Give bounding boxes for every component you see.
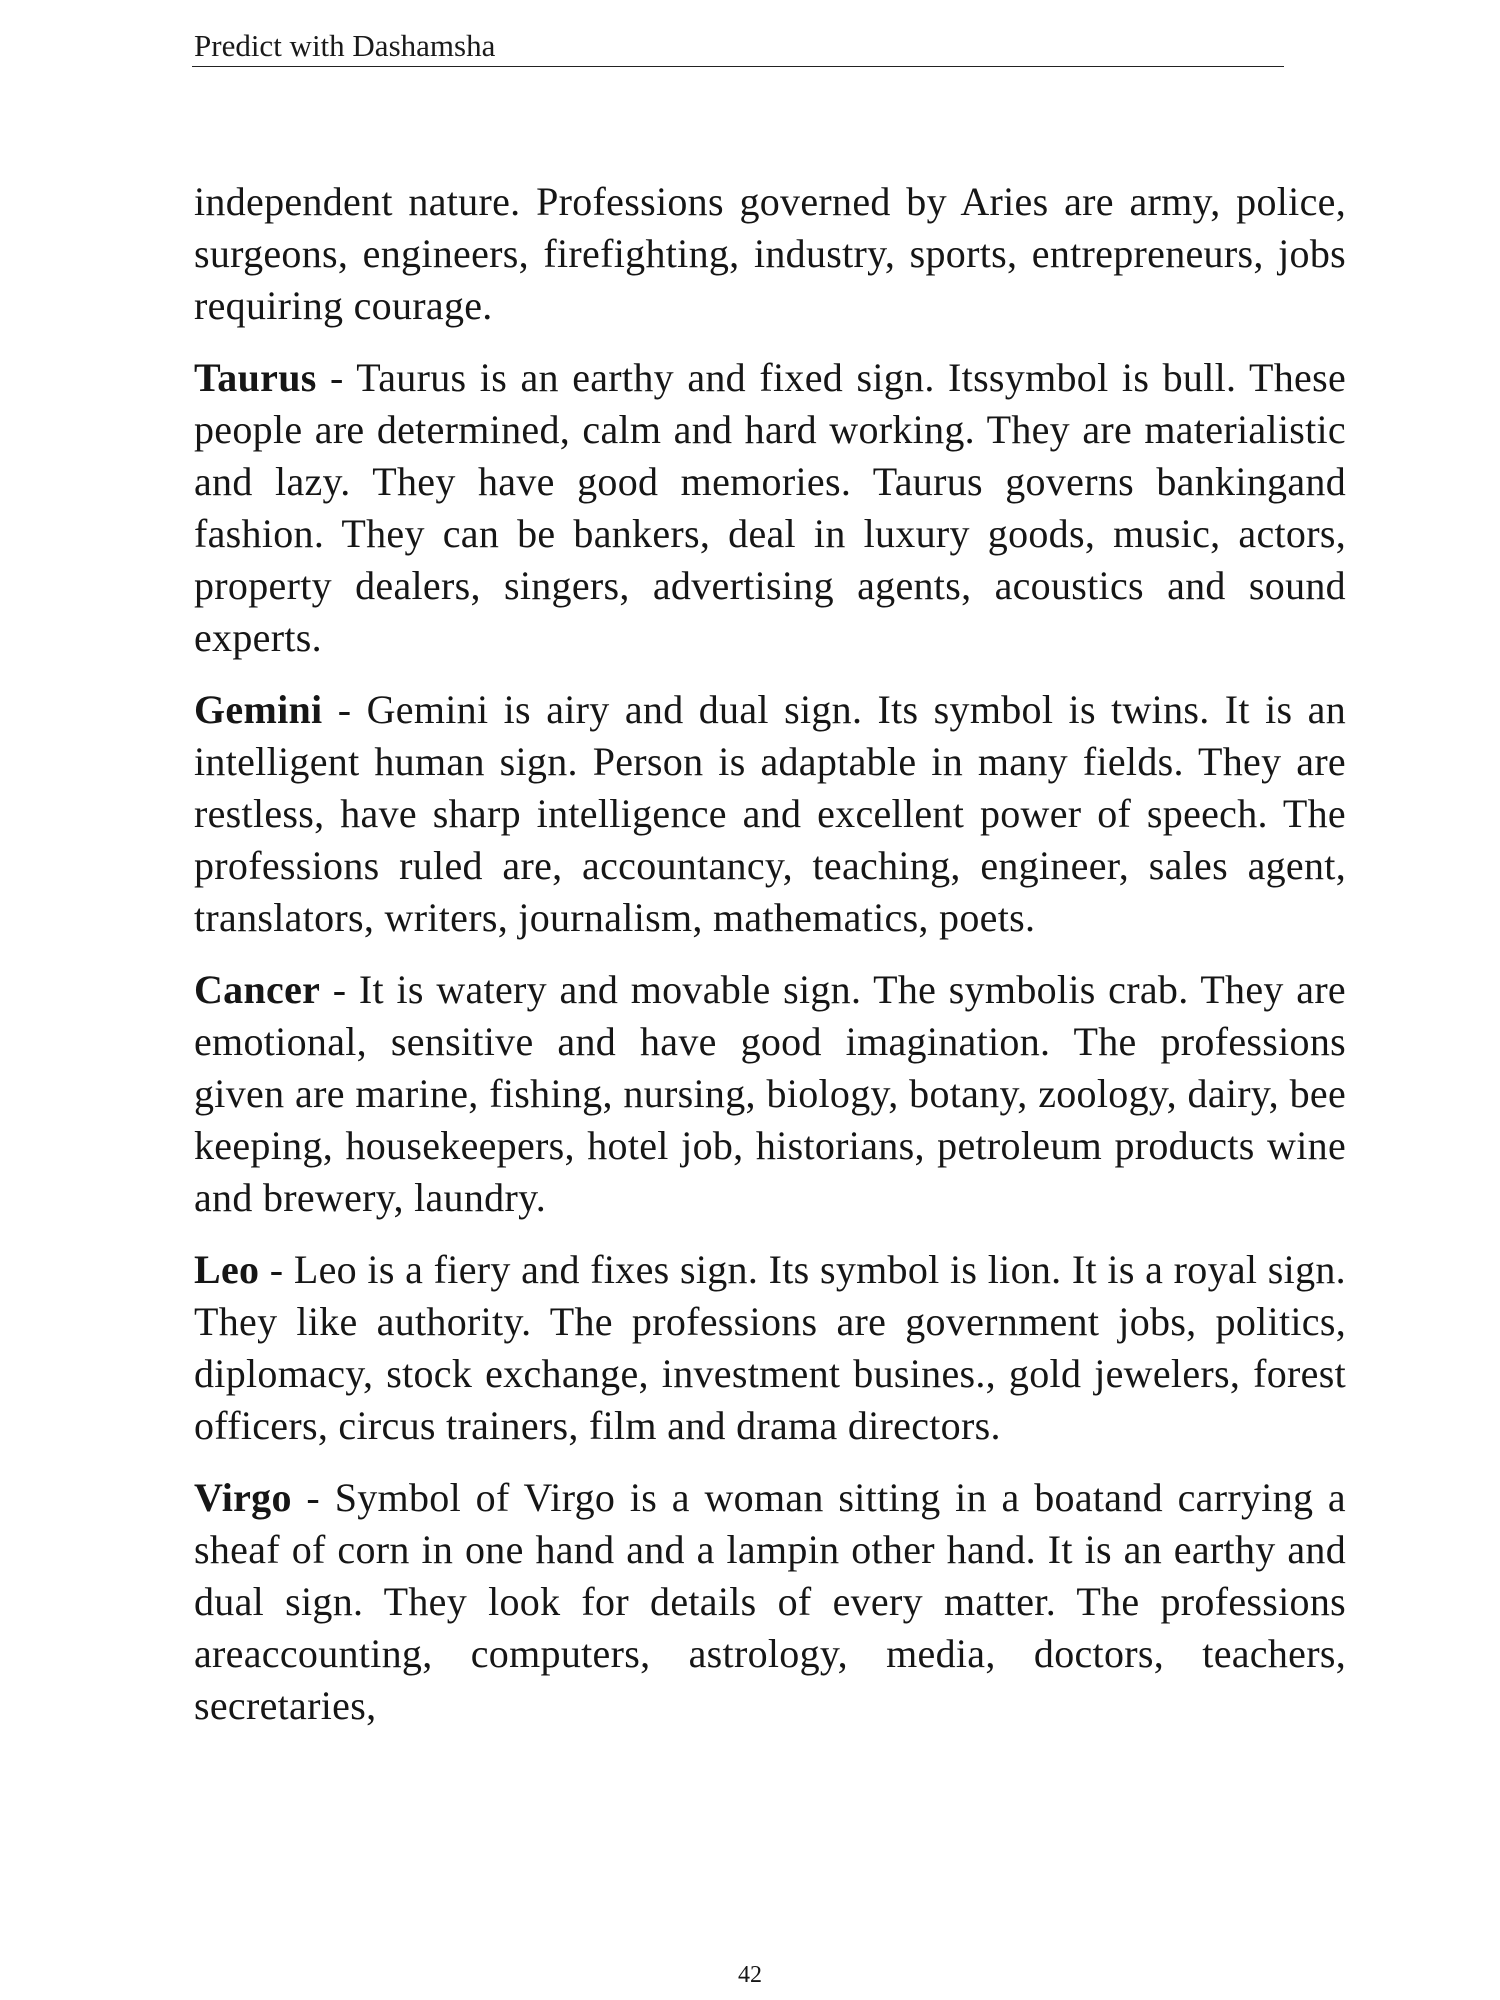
paragraph-leo — [194, 1244, 1346, 1452]
paragraph-aries-continued — [194, 176, 1346, 332]
body-text — [194, 176, 1346, 1752]
sign-name-leo: Leo — [194, 1247, 260, 1292]
header-rule — [192, 66, 1284, 67]
sign-name-virgo: Virgo — [194, 1475, 292, 1520]
paragraph-virgo — [194, 1472, 1346, 1732]
paragraph-text: independent nature. Professions governed by Aries are army, police, surgeons, engineers, firefighting, industry, sports, entrepreneurs, jobs requiring courage. — [194, 179, 1346, 328]
page-number: 42 — [738, 1962, 762, 1988]
sign-name-cancer: Cancer — [194, 967, 321, 1012]
paragraph-gemini — [194, 684, 1346, 944]
sign-name-taurus: Taurus — [194, 355, 317, 400]
paragraph-cancer — [194, 964, 1346, 1224]
paragraph-text: - Leo is a fiery and fixes sign. Its symbol is lion. It is a royal sign. They like authority. The professions are government jobs, politics, diplomacy, stock exchange, investment busines., gold jewelers, forest officers, circus trainers, film and drama directors. — [194, 1247, 1346, 1448]
paragraph-text: - It is watery and movable sign. The symbolis crab. They are emotional, sensitive and have good imagination. The professions given are marine, fishing, nursing, biology, botany, zoology, dairy, bee keeping, housekeepers, hotel job, historians, petroleum products wine and brewery, laundry. — [194, 967, 1346, 1220]
sign-name-gemini: Gemini — [194, 687, 323, 732]
paragraph-taurus — [194, 352, 1346, 664]
paragraph-text: - Taurus is an earthy and fixed sign. Itssymbol is bull. These people are determined, calm and hard working. They are materialistic and lazy. They have good memories. Taurus governs bankingand fashion. They can be bankers, deal in luxury goods, music, actors, property dealers, singers, advertising agents, acoustics and sound experts. — [194, 355, 1346, 660]
paragraph-text: - Symbol of Virgo is a woman sitting in a boatand carrying a sheaf of corn in one hand and a lampin other hand. It is an earthy and dual sign. They look for details of every matter. The professions areaccounting, computers, astrology, media, doctors, teachers, secretaries, — [194, 1475, 1346, 1728]
paragraph-text: - Gemini is airy and dual sign. Its symbol is twins. It is an intelligent human sign. Person is adaptable in many fields. They are restless, have sharp intelligence and excellent power of speech. The professions ruled are, accountancy, teaching, engineer, sales agent, translators, writers, journalism, mathematics, poets. — [194, 687, 1346, 940]
running-header-title: Predict with Dashamsha — [194, 28, 496, 63]
